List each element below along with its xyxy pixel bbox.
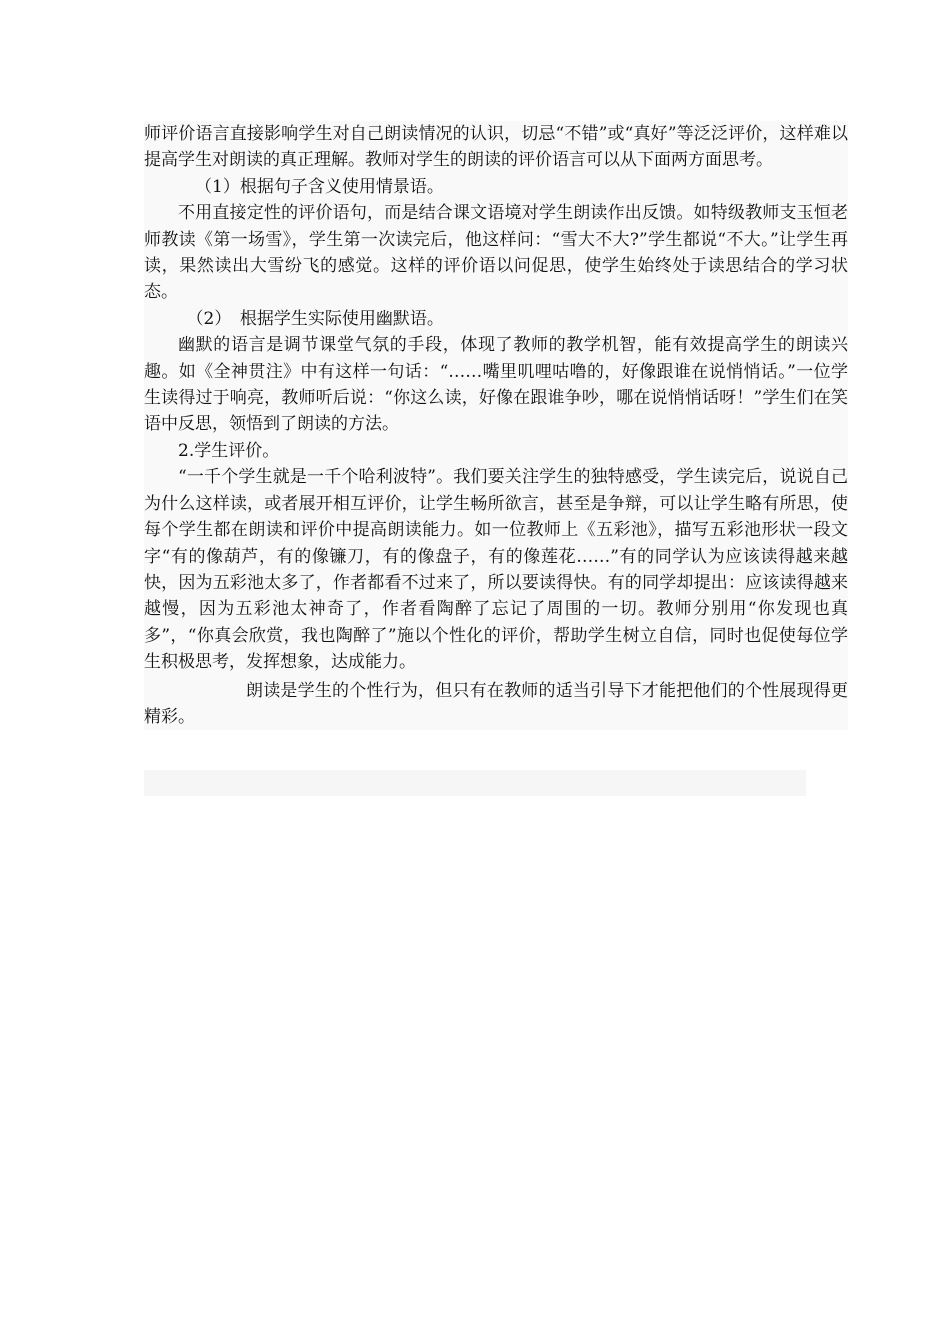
paragraph-student-evaluation: “一千个学生就是一千个哈利波特”。我们要关注学生的独特感受，学生读完后，说说自己为什么这样读，或者展开相互评价，让学生畅所欲言，甚至是争辩，可以让学生略有所思，使每个学生都在朗读和评价中提高朗读能力。如一位教师上《五彩池》，描写五彩池形状一段文字“有的像葫芦，有的像镰刀，有的像盘子，有的像莲花……”有的同学认为应该读得越来越快，因为五彩池太多了，作者都看不过来了，所以要读得快。有的同学却提出：应该读得越来越慢，因为五彩池太神奇了，作者看陶醉了忘记了周围的一切。教师分别用“你发现也真多”，“你真会欣赏，我也陶醉了”施以个性化的评价，帮助学生树立自信，同时也促使每位学生积极思考，发挥想象，达成能力。 [144,467,848,673]
heading-student-evaluation: 2.学生评价。 [178,440,280,461]
footer-band [144,770,806,796]
heading-humorous-language: （2） 根据学生实际使用幽默语。 [186,308,444,329]
paragraph-intro: 师评价语言直接影响学生对自己朗读情况的认识，切忌“不错”或“真好”等泛泛评价，这样难以提高学生对朗读的真正理解。教师对学生的朗读的评价语言可以从下面两方面思考。 [144,124,848,171]
paragraph-closing: 朗读是学生的个性行为，但只有在教师的适当引导下才能把他们的个性展现得更精彩。 [144,680,848,727]
paragraph-situational-language: 不用直接定性的评价语句，而是结合课文语境对学生朗读作出反馈。如特级教师支玉恒老师教读《第一场雪》，学生第一次读完后，他这样问：“雪大不大?”学生都说“不大。”让学生再读，果然读出大雪纷飞的感觉。这样的评价语以问促思，使学生始终处于读思结合的学习状态。 [144,203,848,303]
heading-situational-language: （1）根据句子含义使用情景语。 [195,176,444,197]
paragraph-humorous-language: 幽默的语言是调节课堂气氛的手段，体现了教师的教学机智，能有效提高学生的朗读兴趣。如《全神贯注》中有这样一句话：“……嘴里叽哩咕噜的，好像跟谁在说悄悄话。”一位学生读得过于响亮，教师听后说：“你这么读，好像在跟谁争吵，哪在说悄悄话呀！”学生们在笑语中反思，领悟到了朗读的方法。 [144,335,848,435]
document-body [144,121,848,730]
